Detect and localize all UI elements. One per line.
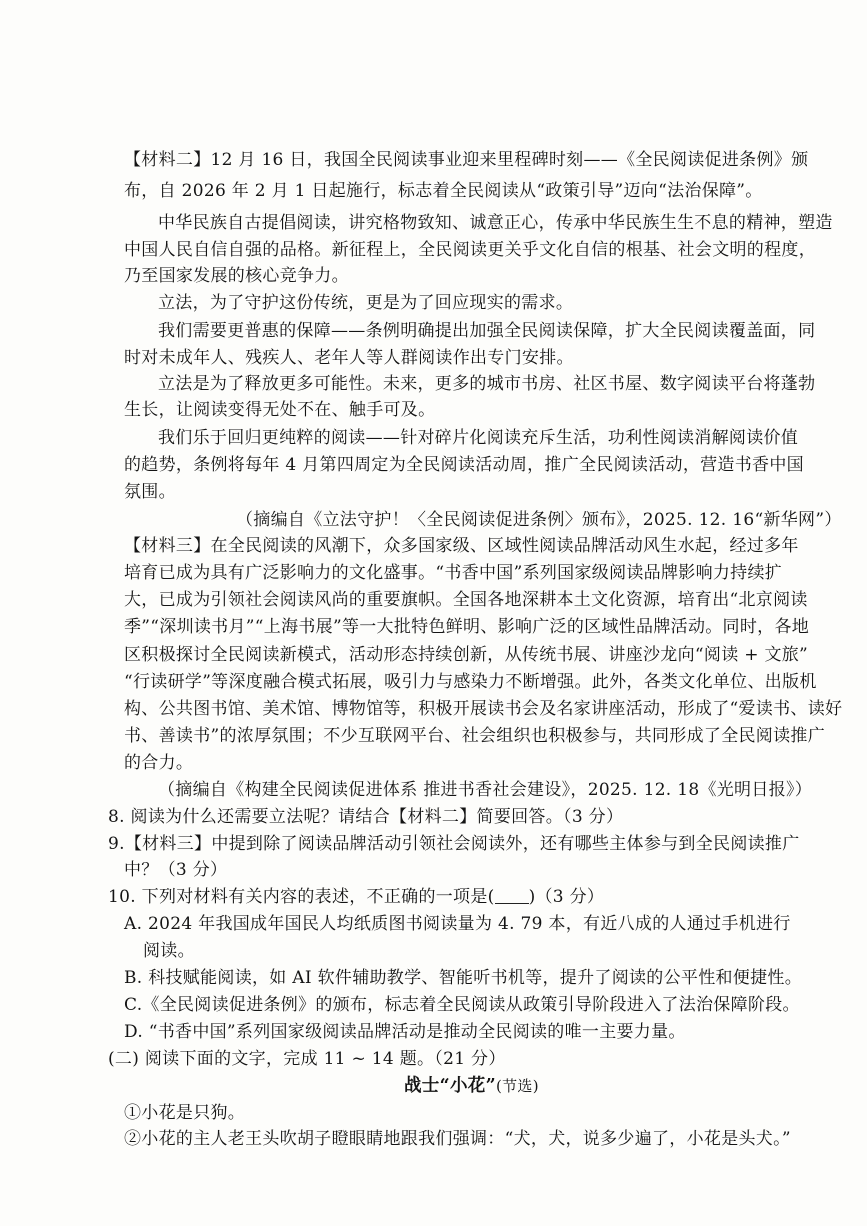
text-line: 【材料二】12 月 16 日，我国全民阅读事业迎来里程碑时刻——《全民阅读促进条例》颁 xyxy=(124,150,809,170)
question-10-stem: 10. 下列对材料有关内容的表述，不正确的一项是( xyxy=(108,887,495,907)
text-line: 大，已成为引领社会阅读风尚的重要旗帜。全国各地深耕本土文化资源，培育出“北京阅读 xyxy=(124,590,808,610)
option-d: D. “书香中国”系列国家级阅读品牌活动是推动全民阅读的唯一主要力量。 xyxy=(124,1022,686,1042)
text-line: 【材料三】在全民阅读的风潮下，众多国家级、区域性阅读品牌活动风生水起，经过多年 xyxy=(124,536,799,556)
option-a: A. 2024 年我国成年国民人均纸质图书阅读量为 4. 79 本，有近八成的人通过手机进行 xyxy=(124,914,791,934)
text-line: 区积极探讨全民阅读新模式，活动形态持续创新，从传统书展、讲座沙龙向“阅读 + 文旅” xyxy=(124,645,809,665)
text-line: “行读研学”等深度融合模式拓展，吸引力与感染力不断增强。此外，各类文化单位、出版机 xyxy=(124,672,817,692)
text-line: 季”“深圳读书月”“上海书展”等一大批特色鲜明、影响广泛的区域性品牌活动。同时，各地 xyxy=(124,617,810,637)
text-line: 布，自 2026 年 2 月 1 日起施行，标志着全民阅读从“政策引导”迈向“法治保障”。 xyxy=(124,181,763,201)
paragraph-2: ②小花的主人老王头吹胡子瞪眼睛地跟我们强调：“犬，犬，说多少遍了，小花是头犬。” xyxy=(124,1129,791,1149)
text-line: 立法，为了守护这份传统，更是为了回应现实的需求。 xyxy=(158,293,574,313)
question-10 xyxy=(108,886,604,908)
text-line: 的合力。 xyxy=(124,753,194,773)
paragraph-1: ①小花是只狗。 xyxy=(124,1103,246,1123)
text-line: 中华民族自古提倡阅读，讲究格物致知、诚意正心，传承中华民族生生不息的精神，塑造 xyxy=(158,213,833,233)
text-line: 时对未成年人、残疾人、老年人等人群阅读作出专门安排。 xyxy=(124,348,574,368)
text-line: 书、善读书”的浓厚氛围；不少互联网平台、社会组织也积极参与，共同形成了全民阅读推广 xyxy=(124,726,825,746)
text-line: 立法是为了释放更多可能性。未来，更多的城市书房、社区书屋、数字阅读平台将蓬勃 xyxy=(158,374,816,394)
answer-blank xyxy=(495,888,529,904)
text-line: 我们需要更普惠的保障——条例明确提出加强全民阅读保障，扩大全民阅读覆盖面，同 xyxy=(158,321,816,341)
option-b: B. 科技赋能阅读，如 AI 软件辅助教学、智能听书机等，提升了阅读的公平性和便捷性。 xyxy=(124,968,802,988)
passage-title-text: 战士“小花” xyxy=(404,1076,496,1096)
passage-title xyxy=(404,1075,539,1097)
text-line: 培育已成为具有广泛影响力的文化盛事。“书香中国”系列国家级阅读品牌影响力持续扩 xyxy=(124,563,783,583)
text-line: 构、公共图书馆、美术馆、博物馆等，积极开展读书会及名家讲座活动，形成了“爱读书、读好 xyxy=(124,699,843,719)
source-citation: （摘编自《构建全民阅读促进体系 推进书香社会建设》，2025. 12. 18《光明日报》） xyxy=(158,780,813,800)
source-citation: （摘编自《立法守护！〈全民阅读促进条例〉颁布》，2025. 12. 16“新华网”） xyxy=(236,510,842,530)
question-8: 8. 阅读为什么还需要立法呢？请结合【材料二】简要回答。（3 分） xyxy=(108,807,624,827)
text-line: 乃至国家发展的核心竞争力。 xyxy=(124,266,349,286)
text-line: 生长，让阅读变得无处不在、触手可及。 xyxy=(124,400,436,420)
text-line: 中国人民自信自强的品格。新征程上，全民阅读更关乎文化自信的根基、社会文明的程度， xyxy=(124,240,816,260)
section-heading: (二) 阅读下面的文字，完成 11 ~ 14 题。（21 分） xyxy=(108,1049,506,1069)
text-line: 我们乐于回归更纯粹的阅读——针对碎片化阅读充斥生活，功利性阅读消解阅读价值 xyxy=(158,428,799,448)
option-a-cont: 阅读。 xyxy=(143,941,195,961)
question-9-cont: 中？（3 分） xyxy=(124,860,228,880)
text-line: 氛围。 xyxy=(124,482,176,502)
text-line: 的趋势，条例将每年 4 月第四周定为全民阅读活动周，推广全民阅读活动，营造书香中国 xyxy=(124,455,804,475)
question-10-score: )（3 分） xyxy=(528,887,605,907)
passage-title-note: (节选) xyxy=(495,1077,539,1095)
question-9: 9.【材料三】中提到除了阅读品牌活动引领社会阅读外，还有哪些主体参与到全民阅读推广 xyxy=(108,834,800,854)
option-c: C.《全民阅读促进条例》的颁布，标志着全民阅读从政策引导阶段进入了法治保障阶段。 xyxy=(124,995,800,1015)
